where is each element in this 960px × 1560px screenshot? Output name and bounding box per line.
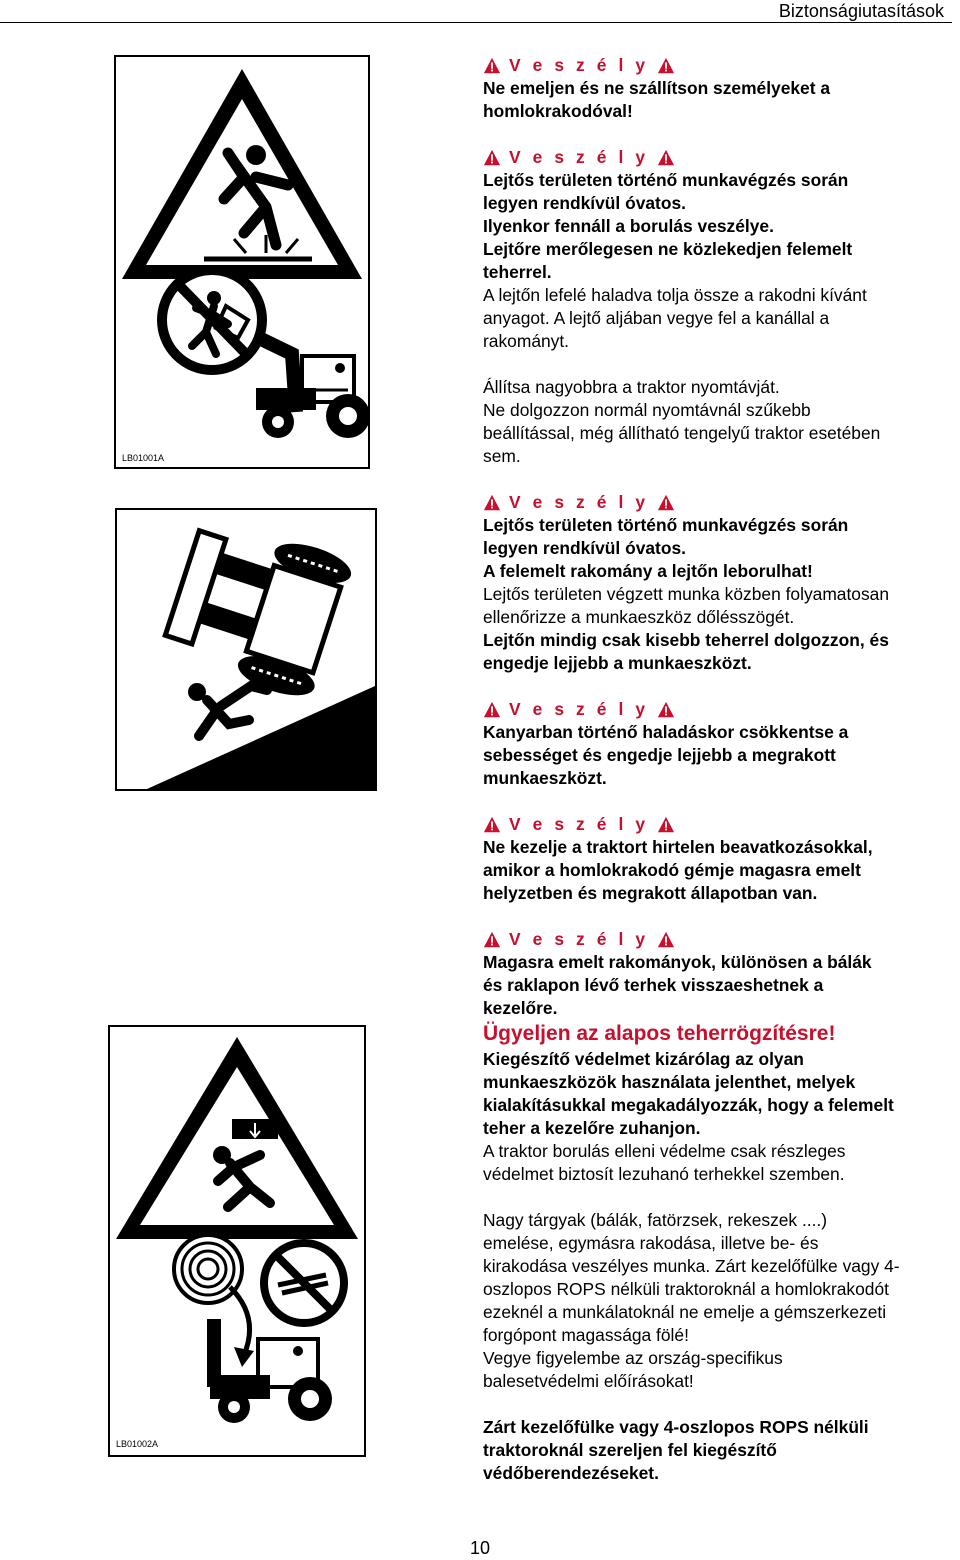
text-line: ezeknél a munkálatoknál ne emelje a gémszerkezeti — [483, 1302, 887, 1322]
text-line: védelmet biztosít lezuhanó terhekkel szemben. — [483, 1164, 845, 1184]
page-header — [0, 0, 952, 23]
text-line: forgópont magassága fölé! — [483, 1325, 689, 1345]
danger-heading — [483, 813, 953, 836]
text-line: balesetvédelmi előírásokat! — [483, 1371, 694, 1391]
warning-triangle-icon — [483, 701, 501, 719]
text-line: Vegye figyelembe az ország-specifikus — [483, 1348, 783, 1368]
info-block — [483, 1209, 953, 1393]
danger-block — [483, 813, 953, 905]
danger-heading — [483, 928, 953, 951]
text-line: Lejtős területen végzett munka közben folyamatosan — [483, 584, 890, 604]
danger-heading — [483, 491, 953, 514]
text-line: kezelőre. — [483, 998, 558, 1018]
text-line: Zárt kezelőfülke vagy 4-oszlopos ROPS nélküli — [483, 1417, 869, 1437]
text-line: teher a kezelőre zuhanjon. — [483, 1118, 701, 1138]
text-line: Lejtőre merőlegesen ne közlekedjen felemelt — [483, 239, 853, 259]
text-line: anyagot. A lejtő aljában vegye fel a kanállal a — [483, 308, 830, 328]
info-block — [483, 376, 953, 468]
header-title: Biztonságiutasítások — [778, 1, 944, 21]
danger-block — [483, 54, 953, 123]
warning-triangle-icon — [483, 816, 501, 834]
text-line: Nagy tárgyak (bálák, fatörzsek, rekeszek ....) — [483, 1210, 828, 1230]
text-line: Kanyarban történő haladáskor csökkentse a — [483, 722, 849, 742]
text-line: sebességet és engedje lejjebb a megrakott — [483, 745, 836, 765]
warning-triangle-icon — [657, 57, 675, 75]
text-line: Lejtős területen történő munkavégzés során — [483, 515, 849, 535]
text-line: ellenőrizze a munkaeszköz dőlésszögét. — [483, 607, 795, 627]
danger-block — [483, 928, 953, 1186]
emphasis-line: Ügyeljen az alapos teherrögzítésre! — [483, 1022, 836, 1045]
text-line: rakományt. — [483, 331, 570, 351]
danger-label: V e s z é l y — [509, 929, 649, 949]
text-line: Lejtős területen történő munkavégzés során — [483, 170, 849, 190]
text-line: Állítsa nagyobbra a traktor nyomtávját. — [483, 377, 780, 397]
danger-block — [483, 491, 953, 675]
text-line: Ne dolgozzon normál nyomtávnál szűkebb — [483, 400, 811, 420]
text-line: oszlopos ROPS nélküli traktoroknál a homlokrakodót — [483, 1279, 889, 1299]
danger-heading — [483, 698, 953, 721]
tractor-bale-hazard-icon — [110, 1227, 364, 1427]
info-block — [483, 1416, 953, 1485]
text-line: legyen rendkívül óvatos. — [483, 538, 686, 558]
text-line: A felemelt rakomány a lejtőn leborulhat! — [483, 561, 813, 581]
warning-triangle-icon — [657, 701, 675, 719]
text-line: és raklapon lévő terhek visszaeshetnek a — [483, 975, 824, 995]
warning-triangle-icon — [116, 57, 368, 287]
danger-heading — [483, 146, 953, 169]
text-line: kialakításukkal megakadályozzák, hogy a felemelt — [483, 1095, 894, 1115]
text-line: munkaeszközt. — [483, 768, 607, 788]
text-line: Ne kezelje a traktort hirtelen beavatkozásokkal, — [483, 837, 873, 857]
text-line: védőberendezéseket. — [483, 1463, 659, 1483]
safety-text-column — [483, 54, 953, 1508]
text-line: kirakodása veszélyes munka. Zárt kezelőfülke vagy 4- — [483, 1256, 900, 1276]
danger-label: V e s z é l y — [509, 55, 649, 75]
danger-label: V e s z é l y — [509, 814, 649, 834]
falling-load-warning-icon — [110, 1027, 364, 1247]
text-line: legyen rendkívül óvatos. — [483, 193, 686, 213]
text-line: traktoroknál szereljen fel kiegészítő — [483, 1440, 777, 1460]
text-line: emelése, egymásra rakodása, illetve be- és — [483, 1233, 819, 1253]
warning-triangle-icon — [657, 149, 675, 167]
text-line: A lejtőn lefelé haladva tolja össze a rakodni kívánt — [483, 285, 867, 305]
danger-heading — [483, 54, 953, 77]
slope-tipping-sign — [115, 508, 377, 791]
text-line: Ilyenkor fennáll a borulás veszélye. — [483, 216, 774, 236]
text-line: Kiegészítő védelmet kizárólag az olyan — [483, 1049, 804, 1069]
warning-triangle-icon — [483, 931, 501, 949]
text-line: homlokrakodóval! — [483, 101, 633, 121]
danger-label: V e s z é l y — [509, 147, 649, 167]
page-number: 10 — [469, 1538, 491, 1558]
warning-triangle-icon — [483, 57, 501, 75]
text-line: amikor a homlokrakodó gémje magasra emelt — [483, 860, 861, 880]
text-line: Magasra emelt rakományok, különösen a bálák — [483, 952, 872, 972]
warning-triangle-icon — [657, 494, 675, 512]
warning-triangle-icon — [657, 816, 675, 834]
text-line: munkaeszközök használata jelenthet, melyek — [483, 1072, 856, 1092]
text-line: Lejtőn mindig csak kisebb teherrel dolgozzon, és — [483, 630, 889, 650]
text-line: engedje lejjebb a munkaeszközt. — [483, 653, 752, 673]
figure-code: LB01001A — [122, 453, 165, 463]
figure-code: LB01002A — [116, 1439, 159, 1449]
warning-triangle-icon — [657, 931, 675, 949]
text-line: sem. — [483, 446, 521, 466]
danger-block — [483, 146, 953, 353]
warning-triangle-icon — [483, 149, 501, 167]
warning-triangle-icon — [483, 494, 501, 512]
no-riding-tractor-icon — [116, 262, 368, 442]
safety-sign-bottom — [108, 1025, 366, 1457]
text-line: helyzetben és megrakott állapotban van. — [483, 883, 818, 903]
text-line: Ne emeljen és ne szállítson személyeket a — [483, 78, 831, 98]
danger-label: V e s z é l y — [509, 699, 649, 719]
text-line: A traktor borulás elleni védelme csak részleges — [483, 1141, 846, 1161]
text-line: beállítással, még állítható tengelyű traktor esetében — [483, 423, 881, 443]
text-line: teherrel. — [483, 262, 552, 282]
slope-rollover-icon — [117, 510, 375, 789]
danger-label: V e s z é l y — [509, 492, 649, 512]
danger-block — [483, 698, 953, 790]
safety-sign-top — [114, 55, 370, 469]
